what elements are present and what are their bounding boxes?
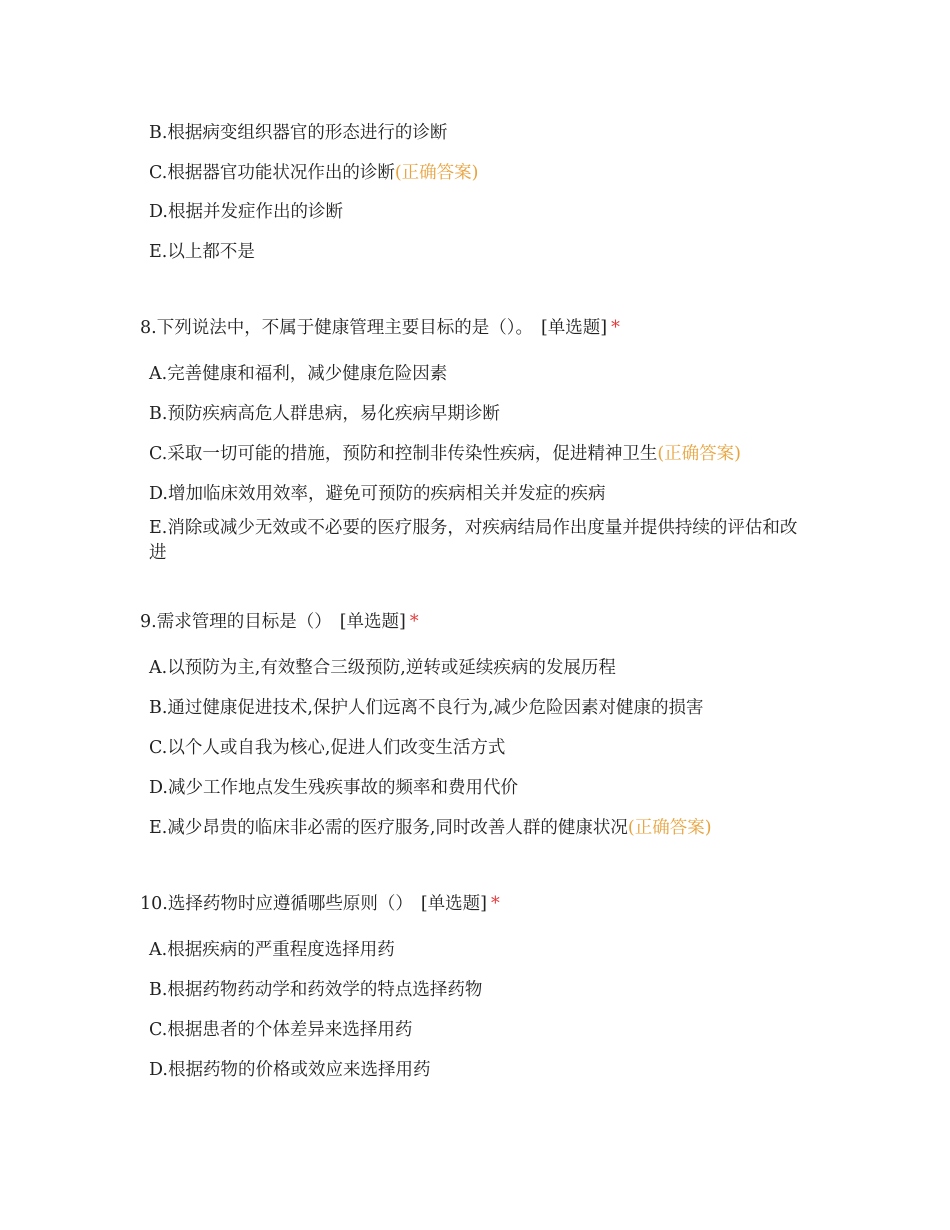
question-type-tag: [单选题] <box>540 318 608 338</box>
q8-option-c <box>149 442 809 467</box>
option-text: A.完善健康和福利，减少健康危险因素 <box>149 364 448 384</box>
option-text: B.根据病变组织器官的形态进行的诊断 <box>149 123 448 143</box>
q10-option-b <box>149 978 809 1003</box>
option-text: B.预防疾病高危人群患病，易化疾病早期诊断 <box>149 404 500 424</box>
option-text: E.以上都不是 <box>149 242 255 262</box>
correct-answer-mark: (正确答案) <box>657 444 741 464</box>
q10-option-d <box>149 1058 809 1083</box>
option-text: C.以个人或自我为核心,促进人们改变生活方式 <box>149 738 506 758</box>
option-text: A.根据疾病的严重程度选择用药 <box>149 940 395 960</box>
question-8-title <box>140 316 840 341</box>
prev-option-e <box>149 240 809 265</box>
q8-option-a <box>149 362 809 387</box>
q9-option-e <box>149 816 809 841</box>
option-text: C.根据患者的个体差异来选择用药 <box>149 1020 413 1040</box>
prev-option-c <box>149 161 809 186</box>
option-text: D.减少工作地点发生残疾事故的频率和费用代价 <box>149 778 518 798</box>
q9-option-c <box>149 736 809 761</box>
question-type-tag: [单选题] <box>420 894 487 914</box>
question-10-title <box>140 892 840 917</box>
q10-option-a <box>149 938 809 963</box>
question-type-tag: [单选题] <box>339 612 406 632</box>
option-text: B.通过健康促进技术,保护人们远离不良行为,减少危险因素对健康的损害 <box>149 698 704 718</box>
option-text: C.采取一切可能的措施，预防和控制非传染性疾病，促进精神卫生 <box>149 444 658 464</box>
prev-option-d <box>149 200 809 225</box>
q9-option-d <box>149 776 809 801</box>
required-mark: * <box>491 894 500 914</box>
option-text: E.消除或减少无效或不必要的医疗服务，对疾病结局作出度量并提供持续的评估和改进 <box>149 518 798 563</box>
option-text: D.根据药物的价格或效应来选择用药 <box>149 1060 431 1080</box>
prev-option-b <box>149 121 809 146</box>
option-text: E.减少昂贵的临床非必需的医疗服务,同时改善人群的健康状况 <box>149 818 628 838</box>
option-text: C.根据器官功能状况作出的诊断 <box>149 163 395 183</box>
option-text: B.根据药物药动学和药效学的特点选择药物 <box>149 980 483 1000</box>
q10-option-c <box>149 1018 809 1043</box>
q8-option-d <box>149 482 809 507</box>
required-mark: * <box>611 318 620 338</box>
correct-answer-mark: (正确答案) <box>627 818 712 838</box>
option-text: D.增加临床效用效率，避免可预防的疾病相关并发症的疾病 <box>149 484 606 504</box>
q8-option-b <box>149 402 809 427</box>
question-text: 10.选择药物时应遵循哪些原则（） <box>140 894 413 914</box>
option-text: A.以预防为主,有效整合三级预防,逆转或延续疾病的发展历程 <box>149 658 616 678</box>
required-mark: * <box>409 612 419 632</box>
q8-option-e <box>149 516 804 566</box>
q9-option-b <box>149 696 809 721</box>
option-text: D.根据并发症作出的诊断 <box>149 202 343 222</box>
question-text: 8.下列说法中，不属于健康管理主要目标的是（）。 <box>140 318 533 338</box>
q9-option-a <box>149 656 809 681</box>
question-text: 9.需求管理的目标是（） <box>140 612 332 632</box>
question-9-title <box>140 610 840 635</box>
correct-answer-mark: (正确答案) <box>394 163 479 183</box>
